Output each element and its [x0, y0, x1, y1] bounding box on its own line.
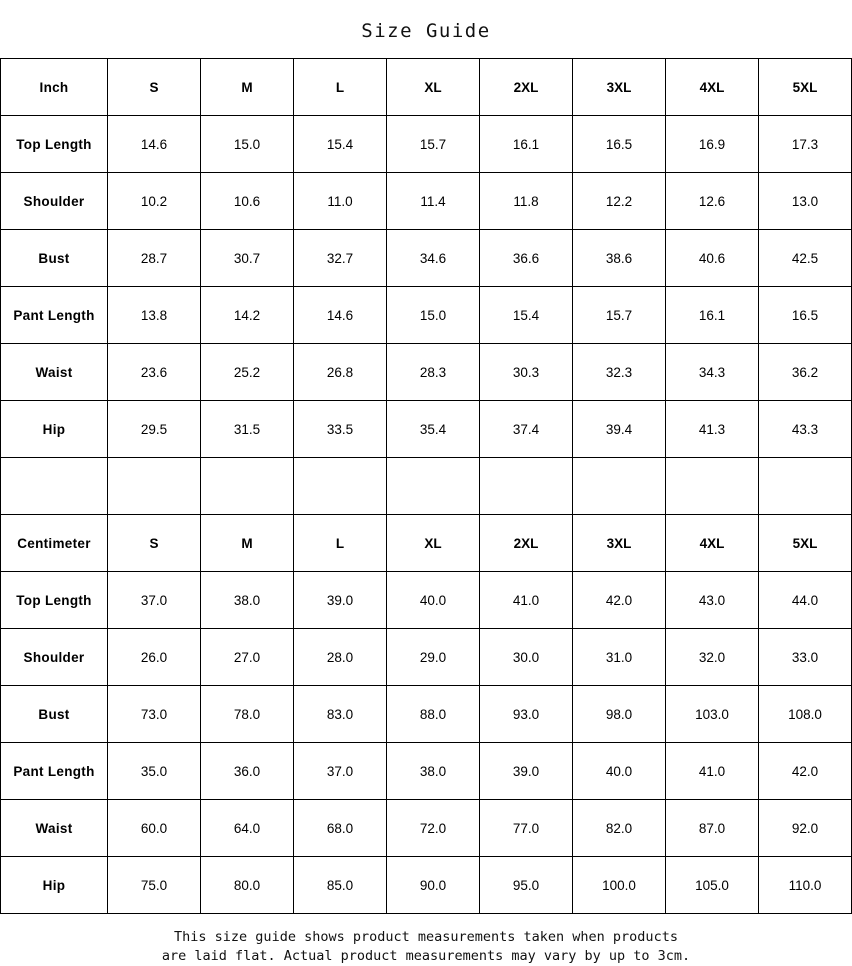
- cell-value: 88.0: [387, 686, 480, 743]
- table-row: [1, 857, 852, 914]
- cell-value: 75.0: [108, 857, 201, 914]
- cell-value: 90.0: [387, 857, 480, 914]
- cell-value: 13.0: [759, 173, 852, 230]
- cell-value: 60.0: [108, 800, 201, 857]
- row-label: Bust: [1, 230, 108, 287]
- row-label: Bust: [1, 686, 108, 743]
- cell-value: 68.0: [294, 800, 387, 857]
- page-title: Size Guide: [361, 20, 491, 42]
- cell-value: 16.1: [480, 116, 573, 173]
- cell-value: 12.6: [666, 173, 759, 230]
- column-header-m: M: [201, 515, 294, 572]
- cell-value: 30.0: [480, 629, 573, 686]
- row-label: Top Length: [1, 116, 108, 173]
- cell-value: 30.7: [201, 230, 294, 287]
- cell-value: 38.0: [387, 743, 480, 800]
- cell-value: 28.0: [294, 629, 387, 686]
- cell-value: 26.0: [108, 629, 201, 686]
- cell-value: 73.0: [108, 686, 201, 743]
- row-label: Waist: [1, 344, 108, 401]
- cell-value: 11.8: [480, 173, 573, 230]
- cell-value: 43.0: [666, 572, 759, 629]
- table-header-row-inch: [1, 59, 852, 116]
- table-row: [1, 401, 852, 458]
- column-header-5xl: 5XL: [759, 59, 852, 116]
- table-row: [1, 686, 852, 743]
- row-label: Top Length: [1, 572, 108, 629]
- cell-value: 13.8: [108, 287, 201, 344]
- cell-value: 95.0: [480, 857, 573, 914]
- cell-value: 14.2: [201, 287, 294, 344]
- row-label: Hip: [1, 401, 108, 458]
- size-guide-table: [0, 58, 852, 914]
- table-header-row-centimeter: [1, 515, 852, 572]
- cell-value: 16.9: [666, 116, 759, 173]
- row-label: Hip: [1, 857, 108, 914]
- cell-value: 29.0: [387, 629, 480, 686]
- cell-value: 36.0: [201, 743, 294, 800]
- table-row: [1, 116, 852, 173]
- spacer-cell: [1, 458, 108, 515]
- cell-value: 35.0: [108, 743, 201, 800]
- cell-value: 17.3: [759, 116, 852, 173]
- table-row: [1, 629, 852, 686]
- cell-value: 15.4: [480, 287, 573, 344]
- cell-value: 72.0: [387, 800, 480, 857]
- cell-value: 77.0: [480, 800, 573, 857]
- column-header-s: S: [108, 59, 201, 116]
- cell-value: 40.0: [387, 572, 480, 629]
- column-header-xl: XL: [387, 515, 480, 572]
- cell-value: 78.0: [201, 686, 294, 743]
- column-header-3xl: 3XL: [573, 515, 666, 572]
- cell-value: 41.0: [666, 743, 759, 800]
- cell-value: 23.6: [108, 344, 201, 401]
- table-row: [1, 344, 852, 401]
- cell-value: 33.0: [759, 629, 852, 686]
- cell-value: 37.0: [108, 572, 201, 629]
- table-spacer-row: [1, 458, 852, 515]
- cell-value: 100.0: [573, 857, 666, 914]
- table-row: [1, 743, 852, 800]
- cell-value: 41.0: [480, 572, 573, 629]
- unit-label-centimeter: Centimeter: [1, 515, 108, 572]
- spacer-cell: [108, 458, 201, 515]
- cell-value: 43.3: [759, 401, 852, 458]
- column-header-5xl: 5XL: [759, 515, 852, 572]
- spacer-cell: [480, 458, 573, 515]
- cell-value: 39.0: [480, 743, 573, 800]
- cell-value: 16.5: [573, 116, 666, 173]
- cell-value: 36.2: [759, 344, 852, 401]
- footnote-line-1: This size guide shows product measurements taken when products: [174, 929, 678, 945]
- column-header-s: S: [108, 515, 201, 572]
- cell-value: 108.0: [759, 686, 852, 743]
- column-header-m: M: [201, 59, 294, 116]
- cell-value: 35.4: [387, 401, 480, 458]
- spacer-cell: [387, 458, 480, 515]
- unit-label-inch: Inch: [1, 59, 108, 116]
- size-table-wrapper: [0, 58, 852, 914]
- cell-value: 32.7: [294, 230, 387, 287]
- cell-value: 26.8: [294, 344, 387, 401]
- cell-value: 39.4: [573, 401, 666, 458]
- cell-value: 28.3: [387, 344, 480, 401]
- cell-value: 42.5: [759, 230, 852, 287]
- cell-value: 32.3: [573, 344, 666, 401]
- cell-value: 11.0: [294, 173, 387, 230]
- cell-value: 34.3: [666, 344, 759, 401]
- cell-value: 38.6: [573, 230, 666, 287]
- cell-value: 10.2: [108, 173, 201, 230]
- column-header-4xl: 4XL: [666, 59, 759, 116]
- cell-value: 41.3: [666, 401, 759, 458]
- cell-value: 16.1: [666, 287, 759, 344]
- cell-value: 80.0: [201, 857, 294, 914]
- row-label: Shoulder: [1, 173, 108, 230]
- cell-value: 83.0: [294, 686, 387, 743]
- cell-value: 36.6: [480, 230, 573, 287]
- table-row: [1, 572, 852, 629]
- column-header-2xl: 2XL: [480, 59, 573, 116]
- cell-value: 87.0: [666, 800, 759, 857]
- cell-value: 92.0: [759, 800, 852, 857]
- cell-value: 15.7: [387, 116, 480, 173]
- cell-value: 11.4: [387, 173, 480, 230]
- cell-value: 98.0: [573, 686, 666, 743]
- cell-value: 103.0: [666, 686, 759, 743]
- cell-value: 44.0: [759, 572, 852, 629]
- table-row: [1, 173, 852, 230]
- cell-value: 64.0: [201, 800, 294, 857]
- cell-value: 37.0: [294, 743, 387, 800]
- cell-value: 85.0: [294, 857, 387, 914]
- cell-value: 25.2: [201, 344, 294, 401]
- cell-value: 15.0: [201, 116, 294, 173]
- spacer-cell: [201, 458, 294, 515]
- column-header-2xl: 2XL: [480, 515, 573, 572]
- cell-value: 82.0: [573, 800, 666, 857]
- cell-value: 34.6: [387, 230, 480, 287]
- cell-value: 15.4: [294, 116, 387, 173]
- footnote-line-2: are laid flat. Actual product measurements may vary by up to 3cm.: [161, 948, 691, 964]
- cell-value: 40.6: [666, 230, 759, 287]
- spacer-cell: [666, 458, 759, 515]
- row-label: Pant Length: [1, 743, 108, 800]
- cell-value: 31.0: [573, 629, 666, 686]
- cell-value: 10.6: [201, 173, 294, 230]
- cell-value: 42.0: [573, 572, 666, 629]
- cell-value: 15.0: [387, 287, 480, 344]
- cell-value: 27.0: [201, 629, 294, 686]
- cell-value: 14.6: [108, 116, 201, 173]
- cell-value: 12.2: [573, 173, 666, 230]
- table-row: [1, 230, 852, 287]
- column-header-3xl: 3XL: [573, 59, 666, 116]
- spacer-cell: [573, 458, 666, 515]
- cell-value: 40.0: [573, 743, 666, 800]
- size-guide-footnote: [0, 914, 852, 966]
- cell-value: 110.0: [759, 857, 852, 914]
- cell-value: 38.0: [201, 572, 294, 629]
- table-row: [1, 287, 852, 344]
- cell-value: 30.3: [480, 344, 573, 401]
- cell-value: 29.5: [108, 401, 201, 458]
- column-header-4xl: 4XL: [666, 515, 759, 572]
- cell-value: 14.6: [294, 287, 387, 344]
- row-label: Waist: [1, 800, 108, 857]
- cell-value: 93.0: [480, 686, 573, 743]
- spacer-cell: [759, 458, 852, 515]
- cell-value: 31.5: [201, 401, 294, 458]
- spacer-cell: [294, 458, 387, 515]
- row-label: Pant Length: [1, 287, 108, 344]
- cell-value: 42.0: [759, 743, 852, 800]
- table-row: [1, 800, 852, 857]
- cell-value: 33.5: [294, 401, 387, 458]
- cell-value: 37.4: [480, 401, 573, 458]
- cell-value: 105.0: [666, 857, 759, 914]
- cell-value: 28.7: [108, 230, 201, 287]
- cell-value: 32.0: [666, 629, 759, 686]
- row-label: Shoulder: [1, 629, 108, 686]
- column-header-l: L: [294, 515, 387, 572]
- cell-value: 15.7: [573, 287, 666, 344]
- cell-value: 39.0: [294, 572, 387, 629]
- column-header-l: L: [294, 59, 387, 116]
- cell-value: 16.5: [759, 287, 852, 344]
- column-header-xl: XL: [387, 59, 480, 116]
